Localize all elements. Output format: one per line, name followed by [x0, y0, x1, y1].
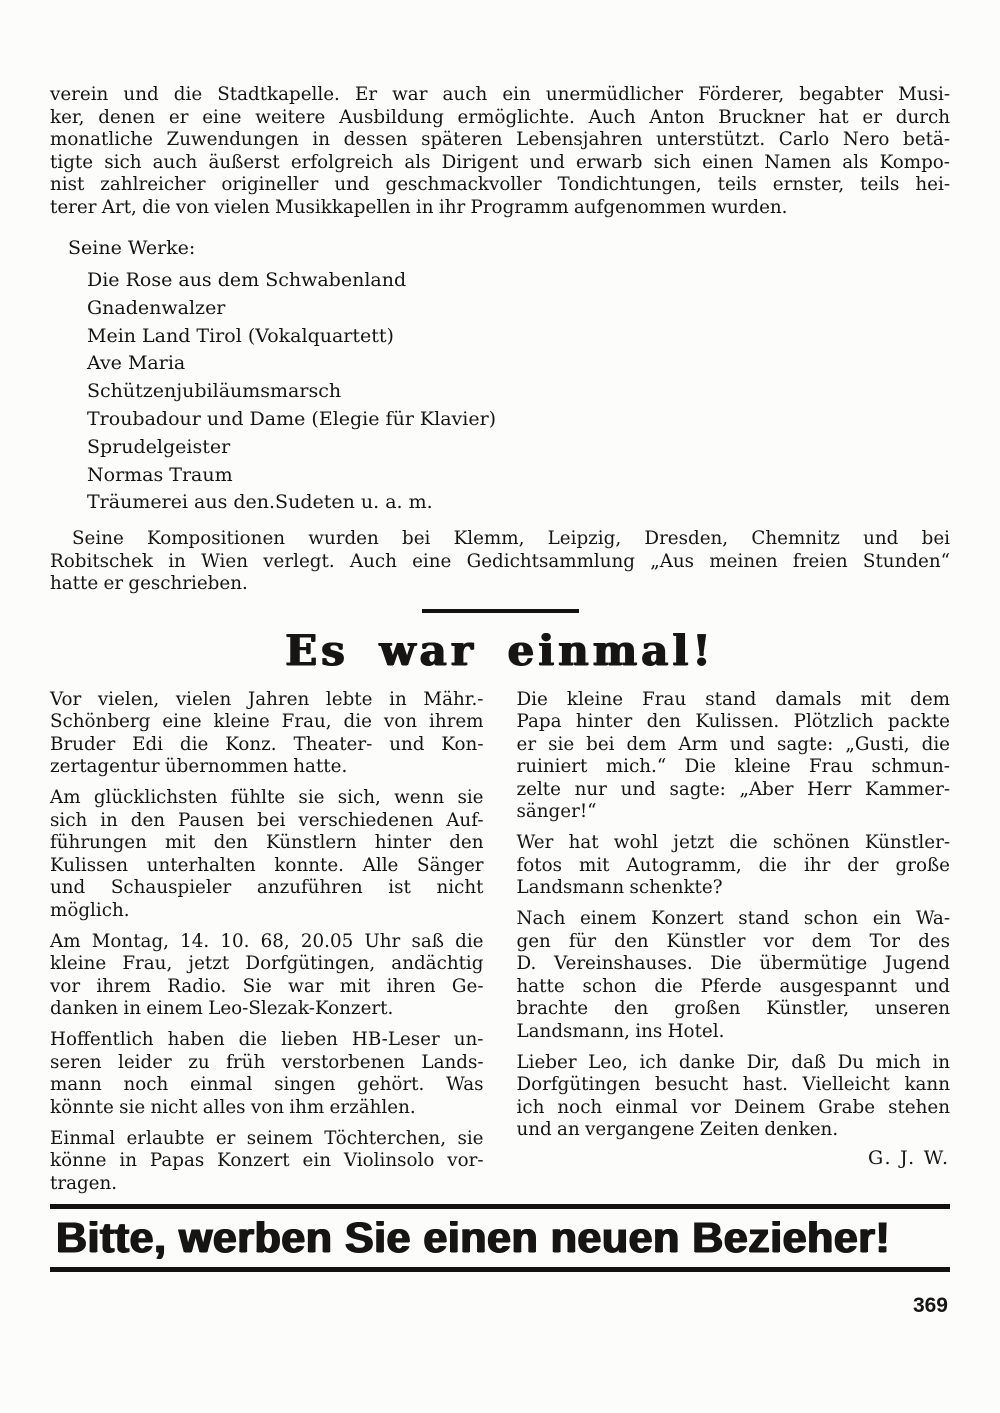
text-line: und Schauspieler anzuführen ist nicht — [50, 877, 484, 899]
signature: G. J. W. — [867, 1146, 950, 1169]
section-divider — [422, 609, 579, 613]
text-line: D. Vereinshauses. Die übermütige Jugend — [516, 953, 950, 975]
text-line: Hoffentlich haben die lieben HB-Leser un- — [50, 1029, 484, 1051]
paragraph — [50, 1029, 484, 1119]
text-line: danken in einem Leo-Slezak-Konzert. — [50, 998, 394, 1020]
text-line: Dorfgütingen besucht hast. Vielleicht kann — [516, 1074, 950, 1096]
text-line: Lieber Leo, ich danke Dir, daß Du mich in — [516, 1051, 950, 1073]
banner-rule-bottom — [50, 1267, 950, 1272]
text-line: monatliche Zuwendungen in dessen späteren Lebensjahren unterstützt. Carlo Nero betä- — [50, 129, 950, 150]
text-line: zelte nur und sagte: „Aber Herr Kammer- — [516, 778, 950, 800]
works-list — [50, 267, 950, 517]
text-line: könne in Papas Konzert ein Violinsolo vor- — [50, 1150, 484, 1172]
paragraph — [50, 931, 484, 1021]
text-line: tigte sich auch äußerst erfolgreich als Dirigent und erwarb sich einen Namen als Kompo- — [50, 151, 950, 173]
compositions-paragraph — [50, 528, 950, 596]
text-line: ruiniert mich.“ Die kleine Frau schmun- — [516, 756, 950, 778]
story-left-column — [50, 689, 484, 1196]
work-item: Die Rose aus dem Schwabenland — [87, 269, 407, 291]
text-line: er sie bei dem Arm und sagte: „Gusti, die — [516, 733, 950, 755]
text-line: Vor vielen, vielen Jahren lebte in Mähr.- — [50, 688, 484, 710]
text-line: Am glücklichsten fühlte sie sich, wenn sie — [50, 787, 484, 809]
text-line: nist zahlreicher origineller und geschmackvoller Tondichtungen, teils ernster, teils hei- — [50, 174, 950, 195]
text-line: Bruder Edi die Konz. Theater- und Kon- — [50, 733, 484, 755]
text-line: terer Art, die von vielen Musikkapellen in ihr Programm aufgenommen wurden. — [50, 196, 788, 218]
work-item: Schützenjubiläumsmarsch — [87, 380, 342, 403]
text-line: zertagentur übernommen hatte. — [50, 756, 348, 778]
work-item: Troubadour und Dame (Elegie für Klavier) — [87, 407, 497, 430]
text-line: ich noch einmal vor Deinem Grabe stehen — [516, 1096, 950, 1118]
banner-rule-top — [50, 1204, 950, 1209]
text-line: Die kleine Frau stand damals mit dem — [516, 688, 950, 710]
work-item: Gnadenwalzer — [87, 296, 226, 319]
paragraph — [517, 1052, 951, 1142]
text-line: tragen. — [50, 1172, 118, 1194]
works-heading: Seine Werke: — [68, 237, 196, 259]
work-item: Mein Land Tirol (Vokalquartett) — [87, 324, 394, 347]
text-line: Seine Kompositionen wurden bei Klemm, Leipzig, Dresden, Chemnitz und bei — [72, 528, 950, 550]
work-item: Normas Traum — [87, 463, 233, 486]
work-item: Ave Maria — [87, 352, 186, 375]
text-line: Wer hat wohl jetzt die schönen Künstler- — [516, 832, 950, 854]
text-line: Nach einem Konzert stand schon ein Wa- — [516, 908, 950, 930]
text-line: hatte schon die Pferde ausgespannt und — [516, 975, 950, 997]
work-item: Sprudelgeister — [87, 435, 231, 458]
text-line: führungen mit den Künstlern hinter den — [50, 832, 484, 854]
story-right-column — [517, 689, 951, 1196]
text-line: Robitschek in Wien verlegt. Auch eine Gedichtsammlung „Aus meinen freien Stunden“ — [50, 550, 950, 572]
text-line: und an vergangene Zeiten denken. — [516, 1119, 839, 1141]
subscribe-banner: Bitte, werben Sie einen neuen Bezieher! — [56, 1214, 891, 1263]
text-line: könnte sie nicht alles von ihm erzählen. — [50, 1096, 416, 1118]
text-line: sich in den Pausen bei verschiedenen Auf- — [50, 809, 484, 831]
text-line: hatte er geschrieben. — [50, 573, 248, 595]
text-line: sänger!“ — [516, 801, 597, 823]
paragraph — [50, 1128, 484, 1196]
text-line: mann noch einmal singen gehört. Was — [50, 1074, 484, 1096]
text-line: verein und die Stadtkapelle. Er war auch ein unermüdlicher Förderer, begabter Musi- — [50, 84, 950, 105]
story-columns — [50, 689, 950, 1196]
text-line: Landsmann schenkte? — [516, 877, 723, 899]
text-line: Landsmann, ins Hotel. — [516, 1020, 725, 1042]
text-line: gen für den Künstler vor dem Tor des — [516, 930, 950, 952]
intro-paragraph — [50, 84, 950, 219]
text-line: Kulissen unterhalten konnte. Alle Sänger — [50, 854, 484, 876]
paragraph — [50, 689, 484, 779]
paragraph — [517, 908, 951, 1043]
text-line: kleine Frau, jetzt Dorfgütingen, andächtig — [50, 953, 484, 975]
text-line: fotos mit Autogramm, die ihr der große — [516, 854, 950, 876]
text-line: vor ihrem Radio. Sie war mit ihren Ge- — [50, 975, 484, 997]
page-number: 369 — [912, 1294, 948, 1318]
story-right-paragraphs — [517, 689, 951, 1142]
text-line: Schönberg eine kleine Frau, die von ihrem — [50, 711, 484, 733]
text-line: möglich. — [50, 899, 130, 921]
text-line: Papa hinter den Kulissen. Plötzlich packte — [516, 711, 950, 733]
story-title: Es war einmal! — [285, 625, 715, 675]
paragraph — [517, 832, 951, 900]
text-line: Einmal erlaubte er seinem Töchterchen, sie — [50, 1127, 484, 1149]
text-line: Am Montag, 14. 10. 68, 20.05 Uhr saß die — [50, 930, 484, 952]
work-item: Träumerei aus den.Sudeten u. a. m. — [87, 491, 433, 514]
paragraph — [50, 787, 484, 922]
paragraph — [517, 689, 951, 824]
text-line: ker, denen er eine weitere Ausbildung ermöglichte. Auch Anton Bruckner hat er durch — [50, 106, 950, 128]
text-line: brachte den großen Künstler, unseren — [516, 998, 950, 1020]
text-line: seren leider zu früh verstorbenen Lands- — [50, 1051, 484, 1073]
